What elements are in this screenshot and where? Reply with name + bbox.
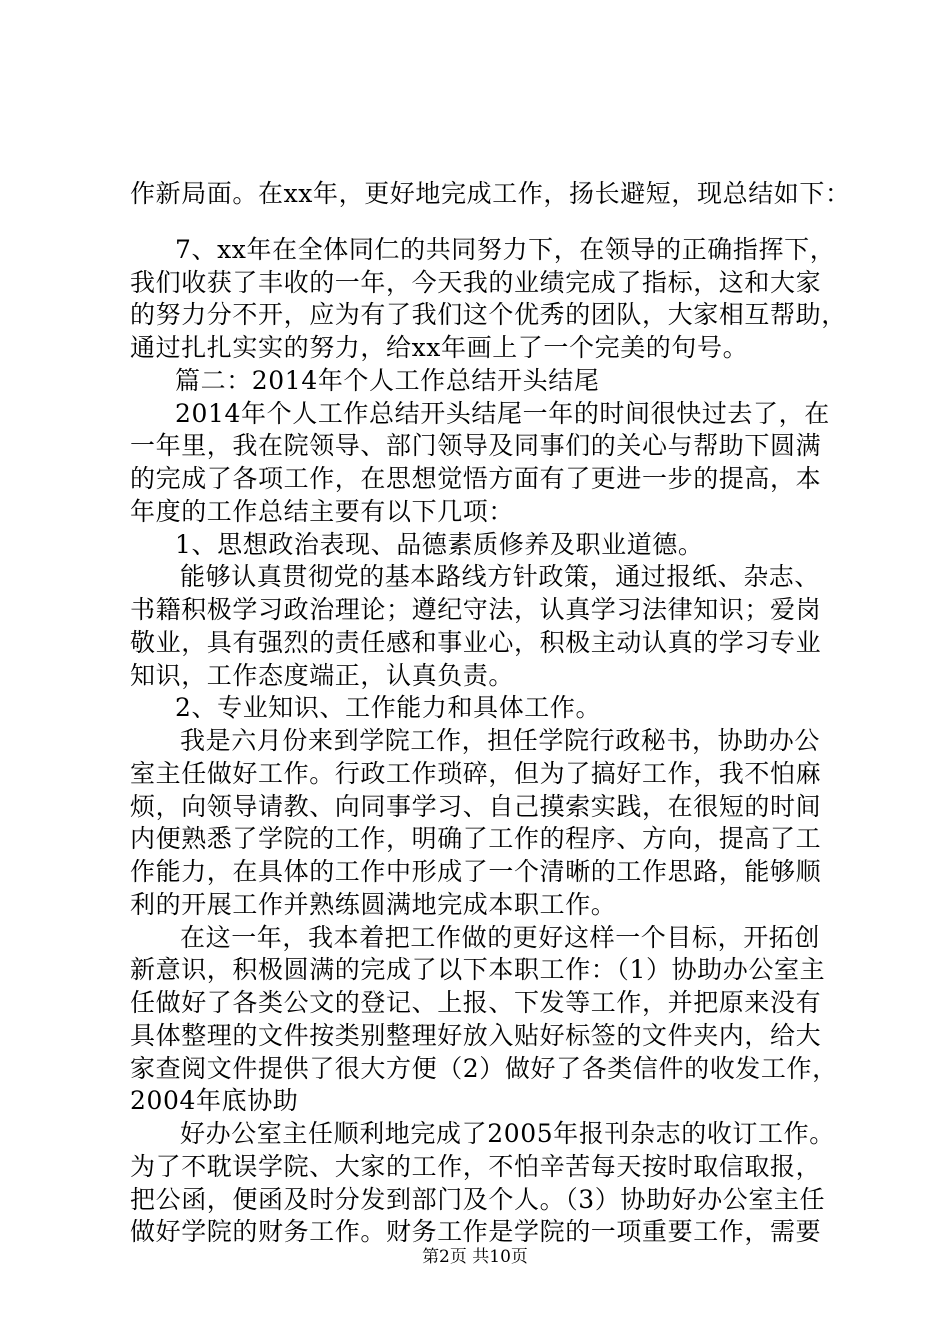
text-line: 我们收获了丰收的一年，今天我的业绩完成了指标，这和大家 — [130, 268, 822, 297]
text-line: 通过扎扎实实的努力，给xx年画上了一个完美的句号。 — [130, 333, 749, 362]
page-footer: 第2页 共10页 — [422, 1247, 528, 1267]
list-item-heading: 2、专业知识、工作能力和具体工作。 — [175, 693, 602, 722]
text-line: 新意识，积极圆满的完成了以下本职工作：（1）协助办公室主 — [130, 955, 826, 984]
text-line: 为了不耽误学院、大家的工作，不怕辛苦每天按时取信取报， — [130, 1152, 822, 1181]
text-line: 好办公室主任顺利地完成了2005年报刊杂志的收订工作。 — [180, 1119, 835, 1148]
text-line: 具体整理的文件按类别整理好放入贴好标签的文件夹内，给大 — [130, 1021, 822, 1050]
text-line: 家查阅文件提供了很大方便（2）做好了各类信件的收发工作， — [130, 1054, 838, 1083]
text-line: 一年里，我在院领导、部门领导及同事们的关心与帮助下圆满 — [130, 431, 822, 460]
text-line: 2004年底协助 — [130, 1086, 299, 1115]
text-line: 作能力，在具体的工作中形成了一个清晰的工作思路，能够顺 — [130, 857, 822, 886]
text-line: 利的开展工作并熟练圆满地完成本职工作。 — [130, 890, 617, 919]
text-line: 烦，向领导请教、向同事学习、自己摸索实践，在很短的时间 — [130, 792, 822, 821]
text-line: 敬业，具有强烈的责任感和事业心，积极主动认真的学习专业 — [130, 628, 822, 657]
text-line: 在这一年，我本着把工作做的更好这样一个目标，开拓创 — [180, 923, 821, 952]
text-line: 作新局面。在xx年，更好地完成工作，扬长避短，现总结如下： — [130, 179, 851, 208]
text-line: 2014年个人工作总结开头结尾一年的时间很快过去了，在 — [175, 399, 830, 428]
text-line: 室主任做好工作。行政工作琐碎，但为了搞好工作，我不怕麻 — [130, 759, 822, 788]
text-line: 内便熟悉了学院的工作，明确了工作的程序、方向，提高了工 — [130, 824, 822, 853]
text-line: 的努力分不开，应为有了我们这个优秀的团队，大家相互帮助， — [130, 300, 847, 329]
text-line: 我是六月份来到学院工作，担任学院行政秘书，协助办公 — [180, 726, 821, 755]
text-line: 把公函，便函及时分发到部门及个人。（3）协助好办公室主任 — [130, 1185, 826, 1214]
text-line: 任做好了各类公文的登记、上报、下发等工作，并把原来没有 — [130, 988, 822, 1017]
text-line: 7、xx年在全体同仁的共同努力下，在领导的正确指挥下， — [175, 235, 836, 264]
text-line: 书籍积极学习政治理论；遵纪守法，认真学习法律知识；爱岗 — [130, 595, 822, 624]
section-heading: 篇二：2014年个人工作总结开头结尾 — [175, 366, 600, 395]
text-line: 的完成了各项工作，在思想觉悟方面有了更进一步的提高，本 — [130, 464, 822, 493]
text-line: 知识，工作态度端正，认真负责。 — [130, 661, 515, 690]
text-line: 做好学院的财务工作。财务工作是学院的一项重要工作，需要 — [130, 1217, 822, 1246]
list-item-heading: 1、思想政治表现、品德素质修养及职业道德。 — [175, 530, 704, 559]
text-line: 年度的工作总结主要有以下几项： — [130, 497, 515, 526]
text-line: 能够认真贯彻党的基本路线方针政策，通过报纸、杂志、 — [180, 562, 821, 591]
